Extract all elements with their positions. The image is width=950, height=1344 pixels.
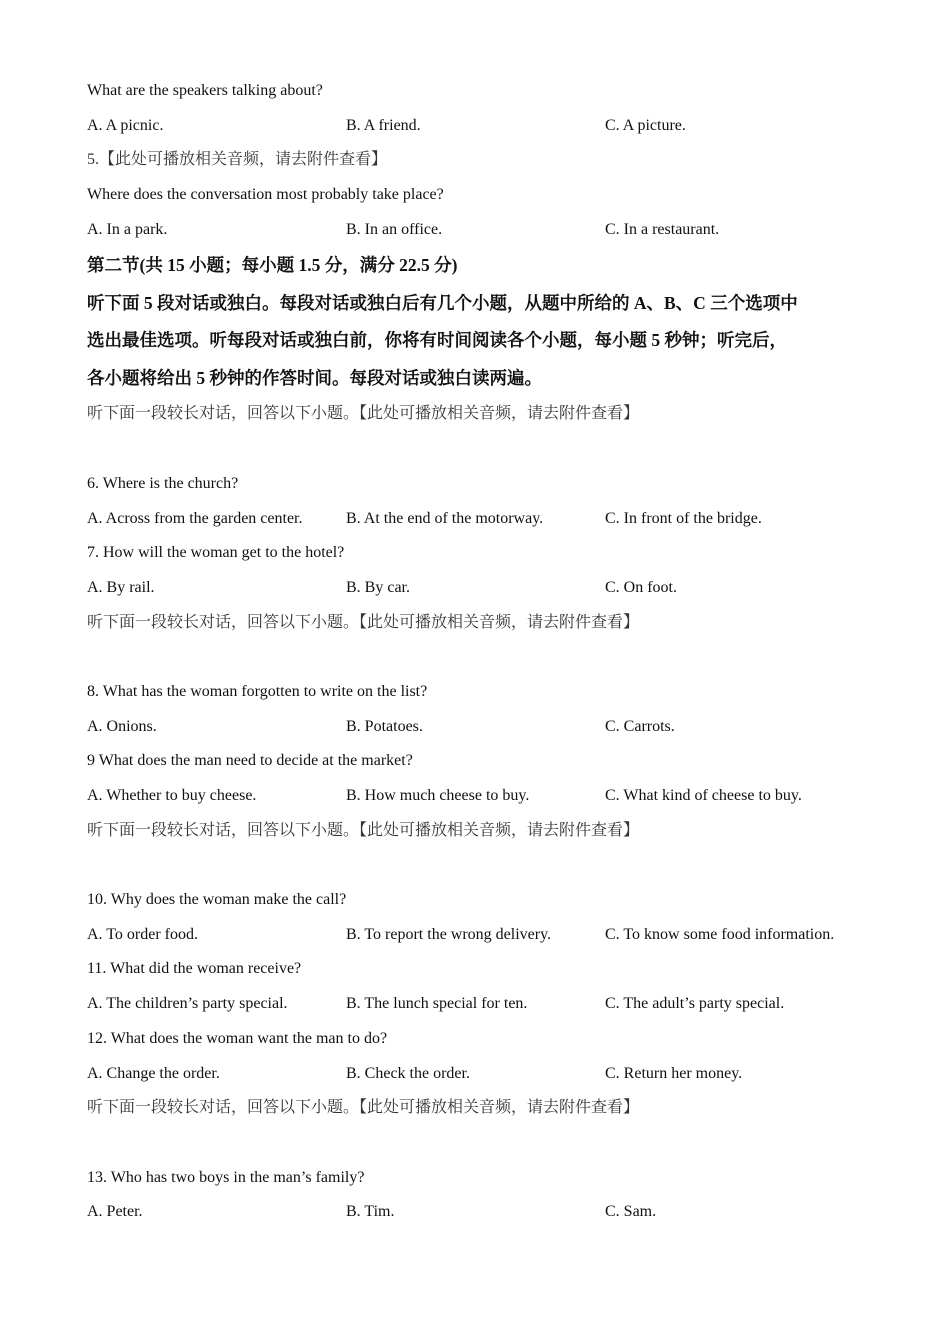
spacer <box>87 848 877 883</box>
option-b: B. The lunch special for ten. <box>346 995 528 1013</box>
option-c: C. A picture. <box>605 116 686 134</box>
question-11-text: 11. What did the woman receive? <box>87 960 302 978</box>
question-4-text: What are the speakers talking about? <box>87 82 323 99</box>
spacer <box>87 1126 877 1161</box>
option-b: B. Tim. <box>346 1203 395 1221</box>
option-b: B. How much cheese to buy. <box>346 787 530 804</box>
option-a: A. To order food. <box>87 925 199 943</box>
exam-page <box>87 74 877 1230</box>
option-a: A. A picnic. <box>87 116 164 134</box>
spacer <box>87 432 877 467</box>
question-5-options <box>87 213 877 248</box>
question-5-audio-label: 5.【此处可播放相关音频，请去附件查看】 <box>87 151 388 169</box>
option-c: C. The adult’s party special. <box>605 995 785 1013</box>
section-2-instruction-line: 各小题将给出 5 秒钟的作答时间。每段对话或独白读两遍。 <box>87 367 542 388</box>
section-2-title: 第二节(共 15 小题；每小题 1.5 分，满分 22.5 分) <box>87 255 458 276</box>
question-11-options <box>87 987 877 1022</box>
option-a: A. Onions. <box>87 717 157 735</box>
question-8-text: 8. What has the woman forgotten to write on the list? <box>87 682 428 700</box>
question-9-options <box>87 779 877 814</box>
option-a: A. Across from the garden center. <box>87 509 303 527</box>
option-c: C. Sam. <box>605 1203 657 1221</box>
section-2-instruction-line: 听下面 5 段对话或独白。每段对话或独白后有几个小题，从题中所给的 A、B、C 三个选项中 <box>87 292 798 313</box>
question-13-options <box>87 1195 877 1230</box>
dialogue-audio-note: 听下面一段较长对话，回答以下小题。【此处可播放相关音频，请去附件查看】 <box>87 405 640 423</box>
option-c: C. On foot. <box>605 578 677 596</box>
question-10-options <box>87 918 877 953</box>
option-a: A. In a park. <box>87 220 168 238</box>
option-c: C. Carrots. <box>605 717 675 735</box>
option-b: B. In an office. <box>346 220 443 238</box>
option-a: A. The children’s party special. <box>87 995 288 1013</box>
question-12-options <box>87 1057 877 1092</box>
option-b: B. A friend. <box>346 116 421 134</box>
option-c: C. Return her money. <box>605 1064 743 1082</box>
option-b: B. At the end of the motorway. <box>346 509 544 527</box>
dialogue-audio-note: 听下面一段较长对话，回答以下小题。【此处可播放相关音频，请去附件查看】 <box>87 613 640 631</box>
option-a: A. Whether to buy cheese. <box>87 787 257 804</box>
question-5-text: Where does the conversation most probably take place? <box>87 186 444 204</box>
option-b: B. Check the order. <box>346 1064 470 1082</box>
option-b: B. By car. <box>346 578 410 596</box>
question-6-text: 6. Where is the church? <box>87 474 239 492</box>
question-10-text: 10. Why does the woman make the call? <box>87 891 347 909</box>
question-13-text: 13. Who has two boys in the man’s family? <box>87 1168 365 1186</box>
dialogue-audio-note: 听下面一段较长对话，回答以下小题。【此处可播放相关音频，请去附件查看】 <box>87 1099 640 1117</box>
option-a: A. Peter. <box>87 1203 143 1221</box>
question-8-options <box>87 710 877 745</box>
question-9-text: 9 What does the man need to decide at the market? <box>87 752 413 770</box>
option-b: B. To report the wrong delivery. <box>346 925 552 943</box>
option-c: C. In a restaurant. <box>605 220 720 238</box>
option-c: C. In front of the bridge. <box>605 509 762 527</box>
question-4-options <box>87 109 877 144</box>
option-a: A. By rail. <box>87 578 155 596</box>
option-a: A. Change the order. <box>87 1064 220 1082</box>
dialogue-audio-note: 听下面一段较长对话，回答以下小题。【此处可播放相关音频，请去附件查看】 <box>87 821 640 839</box>
section-2-instruction-line: 选出最佳选项。听每段对话或独白前，你将有时间阅读各个小题，每小题 5 秒钟；听完后， <box>87 330 787 351</box>
option-b: B. Potatoes. <box>346 717 423 735</box>
question-7-text: 7. How will the woman get to the hotel? <box>87 544 345 562</box>
question-6-options <box>87 502 877 537</box>
option-c: C. To know some food information. <box>605 925 835 943</box>
option-c: C. What kind of cheese to buy. <box>605 787 802 804</box>
question-12-text: 12. What does the woman want the man to do? <box>87 1029 388 1047</box>
question-7-options <box>87 571 877 606</box>
spacer <box>87 640 877 675</box>
